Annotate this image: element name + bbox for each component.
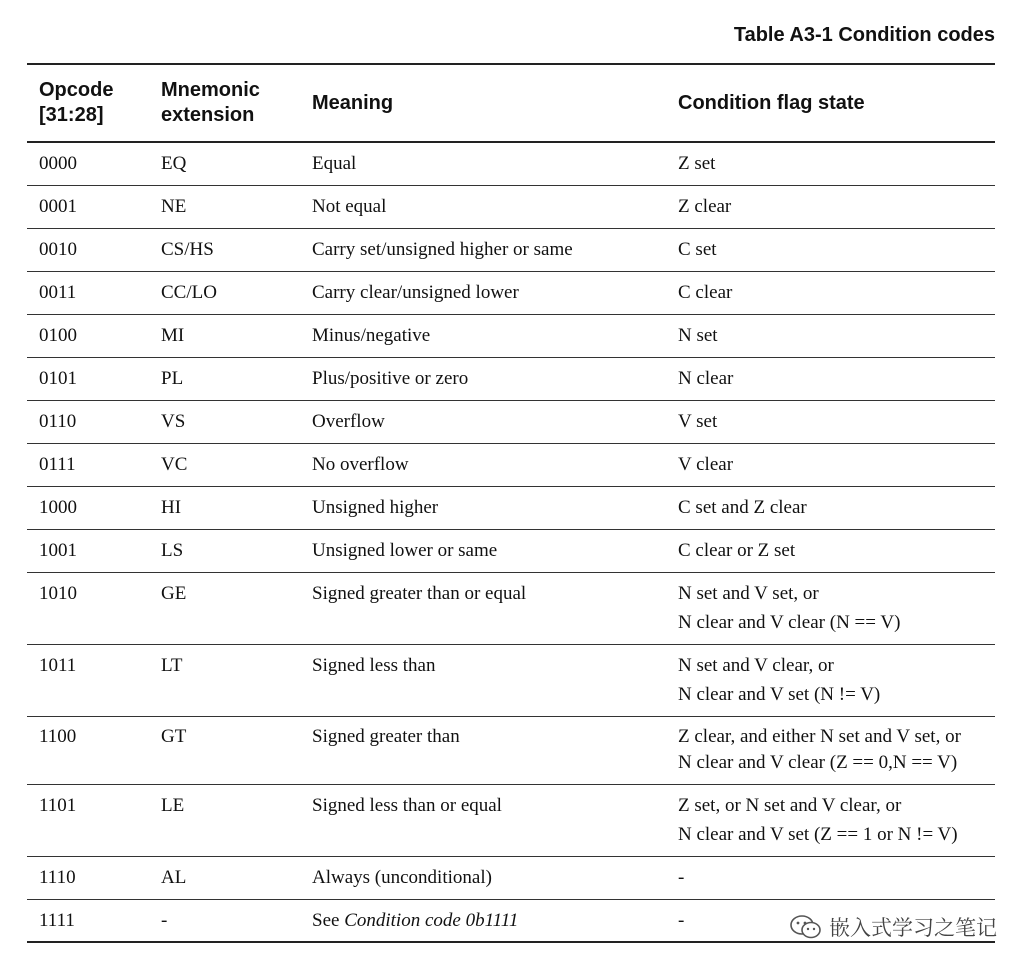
flags-line: N clear and V clear (Z == 0,N == V) [678, 752, 958, 773]
cell-opcode: 0111 [39, 454, 76, 475]
flags-line: N clear and V set (N != V) [678, 684, 881, 705]
cell-meaning: Unsigned lower or same [312, 540, 498, 561]
cell-opcode: 1111 [39, 910, 75, 931]
flags-line: N clear and V clear (N == V) [678, 612, 901, 633]
cell-meaning: Signed less than or equal [312, 795, 502, 816]
header-meaning-line-1: Meaning [312, 91, 394, 114]
header-flags-line-1: Condition flag state [678, 91, 865, 114]
flags-line: C clear [678, 282, 733, 303]
cell-flags [678, 863, 995, 892]
cell-opcode: 1100 [39, 726, 77, 747]
cell-flags [678, 493, 995, 522]
cell-flags [678, 278, 995, 307]
flags-line: Z set, or N set and V clear, or [678, 795, 902, 816]
flags-line: C set [678, 239, 717, 260]
cell-mnemonic: MI [161, 325, 185, 346]
cell-flags [678, 364, 995, 393]
header-opcode-line-1: Opcode [39, 79, 114, 101]
condition-codes-table [27, 63, 995, 943]
cell-mnemonic: VS [161, 411, 186, 432]
cell-mnemonic: - [161, 910, 168, 931]
flags-line: V clear [678, 454, 734, 475]
cell-opcode: 1000 [39, 497, 77, 518]
flags-line: N clear and V set (Z == 1 or N != V) [678, 824, 958, 845]
cell-mnemonic: GT [161, 726, 187, 747]
header-mnemonic-line-1: Mnemonic [161, 79, 260, 101]
flags-line: N clear [678, 368, 734, 389]
cell-opcode: 0010 [39, 239, 77, 260]
table-row [27, 444, 995, 487]
cell-opcode: 1101 [39, 795, 77, 816]
cell-meaning: Plus/positive or zero [312, 368, 469, 389]
cell-mnemonic: LT [161, 655, 183, 676]
watermark [789, 912, 997, 942]
cell-meaning: Minus/negative [312, 325, 431, 346]
cell-meaning: Equal [312, 153, 357, 174]
header-flags [678, 91, 995, 116]
cell-mnemonic: CS/HS [161, 239, 214, 260]
table-row [27, 143, 995, 186]
flags-line: N set [678, 325, 718, 346]
table-row [27, 573, 995, 645]
cell-meaning: Carry clear/unsigned lower [312, 282, 519, 303]
cell-mnemonic: HI [161, 497, 182, 518]
cell-meaning: Not equal [312, 196, 387, 217]
flags-line: N set and V clear, or [678, 655, 834, 676]
flags-line: - [678, 867, 685, 888]
wechat-icon [789, 914, 823, 940]
table-row [27, 785, 995, 857]
meaning-prefix: See [312, 910, 345, 931]
watermark-text: 嵌入式学习之笔记 [829, 916, 997, 940]
cell-mnemonic: LS [161, 540, 184, 561]
cell-flags [678, 724, 995, 776]
header-opcode [27, 78, 161, 128]
table-row [27, 857, 995, 900]
flags-line: C set and Z clear [678, 497, 807, 518]
cell-mnemonic: LE [161, 795, 185, 816]
cell-flags [678, 536, 995, 565]
table-caption: Table A3-1 Condition codes [733, 24, 995, 46]
cell-flags [678, 579, 995, 637]
cell-meaning: Always (unconditional) [312, 867, 492, 888]
header-opcode-line-2: [31:28] [39, 104, 104, 126]
cell-meaning: Unsigned higher [312, 497, 439, 518]
cell-meaning: Signed greater than or equal [312, 583, 527, 604]
table-row [27, 487, 995, 530]
header-mnemonic-line-2: extension [161, 104, 255, 126]
cell-opcode: 1010 [39, 583, 77, 604]
cell-opcode: 0100 [39, 325, 77, 346]
cell-mnemonic: GE [161, 583, 187, 604]
table-row [27, 229, 995, 272]
table-row [27, 186, 995, 229]
cell-opcode: 1011 [39, 655, 77, 676]
cell-flags [678, 450, 995, 479]
cell-meaning: Carry set/unsigned higher or same [312, 239, 573, 260]
cell-flags [678, 235, 995, 264]
cell-meaning: Overflow [312, 411, 385, 432]
cell-opcode: 0011 [39, 282, 77, 303]
cell-opcode: 0101 [39, 368, 77, 389]
cell-flags [678, 791, 995, 849]
cell-flags [678, 192, 995, 221]
header-mnemonic [161, 78, 312, 128]
cell-opcode: 1110 [39, 867, 76, 888]
cell-mnemonic: CC/LO [161, 282, 217, 303]
cell-mnemonic: NE [161, 196, 187, 217]
cell-opcode: 0110 [39, 411, 77, 432]
table-row [27, 272, 995, 315]
table-row [27, 530, 995, 573]
cell-meaning: No overflow [312, 454, 409, 475]
cell-meaning: Signed less than [312, 655, 436, 676]
cell-mnemonic: PL [161, 368, 184, 389]
cell-opcode: 0001 [39, 196, 77, 217]
cell-flags [678, 321, 995, 350]
table-row [27, 645, 995, 717]
header-meaning [312, 91, 678, 116]
cell-mnemonic: EQ [161, 153, 187, 174]
table-row [27, 401, 995, 444]
cell-flags [678, 407, 995, 436]
cell-mnemonic: VC [161, 454, 188, 475]
cell-flags [678, 149, 995, 178]
cell-opcode: 1001 [39, 540, 77, 561]
condition-code-link-text: Condition code 0b1111 [344, 910, 519, 931]
flags-line: C clear or Z set [678, 540, 796, 561]
table-header-row [27, 65, 995, 143]
table-row [27, 358, 995, 401]
flags-line: - [678, 910, 685, 931]
cell-meaning: Signed greater than [312, 726, 460, 747]
flags-line: Z set [678, 153, 716, 174]
cell-flags [678, 651, 995, 709]
flags-line: Z clear [678, 196, 732, 217]
table-row [27, 717, 995, 785]
cell-meaning [312, 906, 678, 935]
flags-line: N set and V set, or [678, 583, 819, 604]
table-row [27, 315, 995, 358]
cell-opcode: 0000 [39, 153, 77, 174]
flags-line: Z clear, and either N set and V set, or [678, 726, 961, 747]
cell-mnemonic: AL [161, 867, 187, 888]
flags-line: V set [678, 411, 718, 432]
